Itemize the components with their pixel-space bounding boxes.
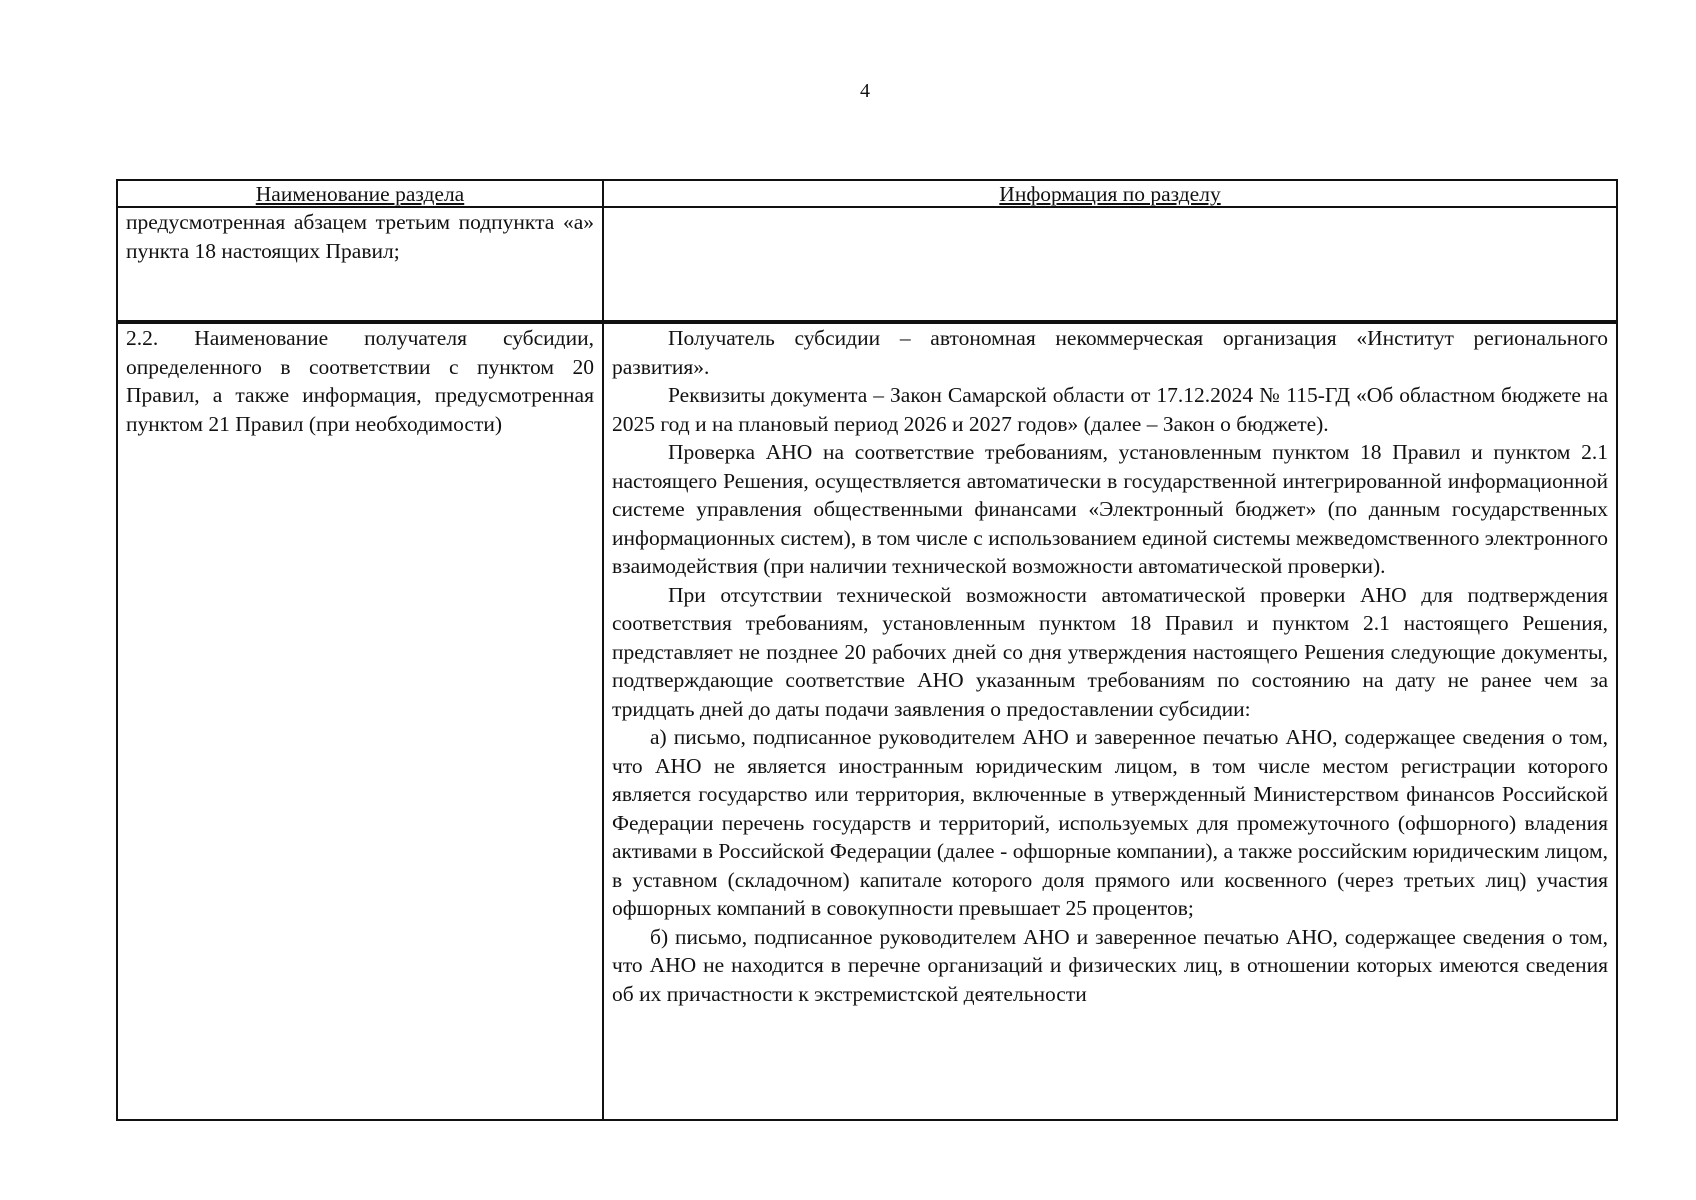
verification-paragraph: Проверка АНО на соответствие требованиям, установленным пунктом 18 Правил и пунктом 2.1 настоящего Решения, осуществляется автоматически в государственной интегрированной информационной системе управления общественными финансами «Электронный бюджет» (по данным государственных информационных систем), в том числе с использованием единой системы межведомственного электронного взаимодействия (при наличии технической возможности автоматической проверки).: [612, 440, 1608, 578]
row2-section-info: [603, 323, 1617, 1120]
row2-section-name-text: 2.2. Наименование получателя субсидии, определенного в соответствии с пунктом 20 Правил, а также информация, предусмотренная пунктом 21 Правил (при необходимости): [126, 326, 594, 436]
table-row: [117, 207, 1617, 321]
page-number: 4: [860, 80, 870, 102]
row2-section-name: [117, 323, 603, 1120]
manual-verification-paragraph: При отсутствии технической возможности автоматической проверки АНО для подтверждения соответствия требованиям, установленным пунктом 18 Правил и пунктом 2.1 настоящего Решения, представляет не позднее 20 рабочих дней со дня утверждения настоящего Решения следующие документы, подтверждающие соответствие АНО указанным требованиям по состоянию на дату не ранее чем за тридцать дней до даты подачи заявления о предоставлении субсидии:: [612, 582, 1608, 721]
letter-a-paragraph: а) письмо, подписанное руководителем АНО и заверенное печатью АНО, содержащее сведения о том, что АНО не является иностранным юридическим лицом, в том числе местом регистрации которого является государство или территория, включенные в утвержденный Министерством финансов Российской Федерации перечень государств и территорий, используемых для промежуточного (офшорного) владения активами в Российской Федерации (далее - офшорные компании), а также российским юридическим лицом, в уставном (складочном) капитале которого доля прямого или косвенного (через третьих лиц) участия офшорных компаний в совокупности превышает 25 процентов;: [612, 725, 1608, 920]
row1-section-name: [117, 207, 603, 321]
document-details-paragraph: Реквизиты документа – Закон Самарской области от 17.12.2024 № 115-ГД «Об областном бюджете на 2025 год и на плановый период 2026 и 2027 годов» (далее – Закон о бюджете).: [612, 383, 1608, 436]
letter-b-paragraph: б) письмо, подписанное руководителем АНО и заверенное печатью АНО, содержащее сведения о том, что АНО не находится в перечне организаций и физических лиц, в отношении которых имеются сведения об их причастности к экстремистской деятельности: [612, 924, 1608, 1006]
row1-section-name-text: предусмотренная абзацем третьим подпункта «а» пункта 18 настоящих Правил;: [126, 210, 594, 263]
header-section-name: Наименование раздела: [117, 180, 603, 207]
header-section-info: Информация по разделу: [603, 180, 1617, 207]
section-info-table: [116, 179, 1618, 1121]
table-header-row: [117, 180, 1617, 207]
table-row: [117, 323, 1617, 1120]
row1-section-info: [603, 207, 1617, 321]
recipient-paragraph: Получатель субсидии – автономная некоммерческая организация «Институт регионального развития».: [612, 326, 1608, 379]
